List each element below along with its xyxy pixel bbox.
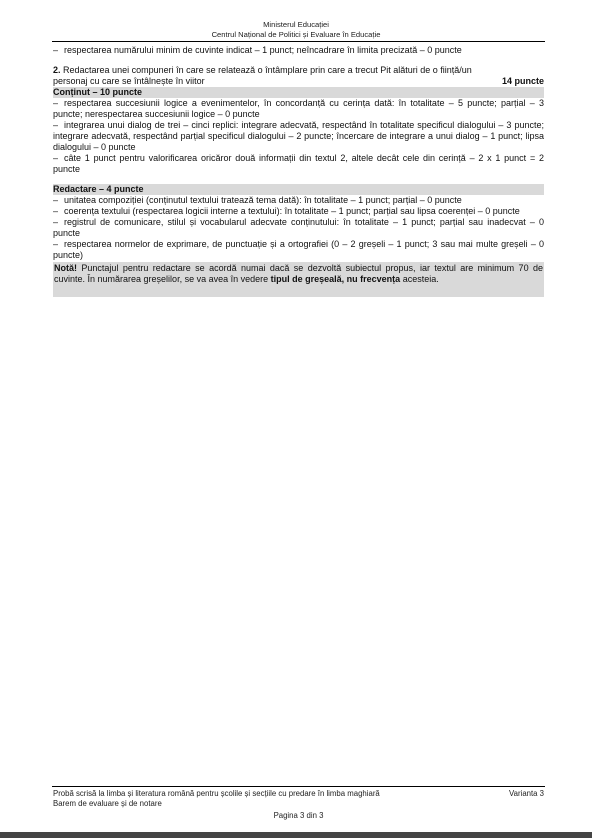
footer-variant: Varianta 3 <box>509 789 544 798</box>
subject-statement <box>53 65 544 87</box>
redactare-item: – registrul de comunicare, stilul și vocabularul adecvate conținutului: în totalitate – 1 punct; parțial sau inadecvat – 0 puncte <box>53 217 544 238</box>
bullet-dash: – <box>53 120 59 130</box>
top-criterion-text: respectarea numărului minim de cuvinte indicat – 1 punct; neîncadrare în limita precizată – 0 puncte <box>64 45 462 55</box>
bullet-dash: – <box>53 239 59 249</box>
document-body <box>53 45 544 297</box>
section-heading-redactare: Redactare – 4 puncte <box>53 184 544 195</box>
redactare-item: – unitatea compoziției (conținutul textului tratează tema dată): în totalitate – 1 punct; parțial – 0 puncte <box>53 195 462 205</box>
note-end: acesteia. <box>402 274 439 284</box>
continut-item: – respectarea succesiunii logice a evenimentelor, în concordanță cu cerința dată: în totalitate – 5 puncte; parțial – 3 puncte; nerespectarea succesiunii logice – 0 puncte <box>53 98 544 119</box>
bullet-dash: – <box>53 45 59 55</box>
bullet-dash: – <box>53 153 59 163</box>
footer-document-type: Barem de evaluare și de notare <box>53 799 162 808</box>
subject-text-1: Redactarea unei compuneri în care se relatează o întâmplare prin care a trecut Pit alături de o ființă/un <box>63 65 472 75</box>
subject-points: 14 puncte <box>501 76 544 86</box>
header-divider <box>52 41 545 42</box>
page-number: Pagina 3 din 3 <box>273 811 324 820</box>
bullet-dash: – <box>53 217 59 227</box>
note-text: Punctajul pentru redactare se acordă numai dacă se dezvoltă subiectul propus, iar textul are minimum 70 de cuvinte. În numărarea greșelilor, se va avea în vedere <box>54 263 543 284</box>
viewer-bottom-bar <box>0 832 592 838</box>
subject-line-1 <box>53 65 544 76</box>
subject-text-2: personaj cu care se întâlnește în viitor <box>53 76 205 86</box>
note-box <box>53 262 544 297</box>
note-emphasis: tipul de greșeală, nu frecvența <box>270 274 401 284</box>
page-footer <box>53 789 544 821</box>
continut-item: – integrarea unui dialog de trei – cinci replici: integrare adecvată, respectând în totalitate specificul dialogului – 3 puncte; integrare adecvată, respectând parțial specificul dialogului – 2 puncte; încercare de integrare a unui dialog – 1 punct; lipsa dialogului – 0 puncte <box>53 120 544 152</box>
bullet-dash: – <box>53 206 59 216</box>
header-center: Centrul Național de Politici și Evaluare în Educație <box>211 29 381 39</box>
header-ministry: Ministerul Educației <box>263 20 329 29</box>
redactare-item: – coerența textului (respectarea logicii interne a textului): în totalitate – 1 punct; parțial sau lipsa coerenței – 0 puncte <box>53 206 520 216</box>
continut-item: – câte 1 punct pentru valorificarea oricăror două informații din textul 2, altele decât cele din cerință – 2 x 1 punct = 2 puncte <box>53 153 544 174</box>
subject-number: 2. <box>53 65 61 75</box>
subject-line-2 <box>53 76 544 87</box>
bullet-dash: – <box>53 98 59 108</box>
section-heading-continut: Conținut – 10 puncte <box>53 87 544 98</box>
top-criterion <box>53 45 544 56</box>
bullet-dash: – <box>53 195 59 205</box>
note-label: Notă! <box>54 263 77 273</box>
footer-exam-title: Probă scrisă la limba și literatura română pentru școlile și secțiile cu predare în limba maghiară <box>53 789 380 798</box>
footer-divider <box>52 786 545 787</box>
redactare-item: – respectarea normelor de exprimare, de punctuație și a ortografiei (0 – 2 greșeli – 1 punct; 3 sau mai multe greșeli – 0 puncte) <box>53 239 544 260</box>
page-header <box>0 20 592 39</box>
